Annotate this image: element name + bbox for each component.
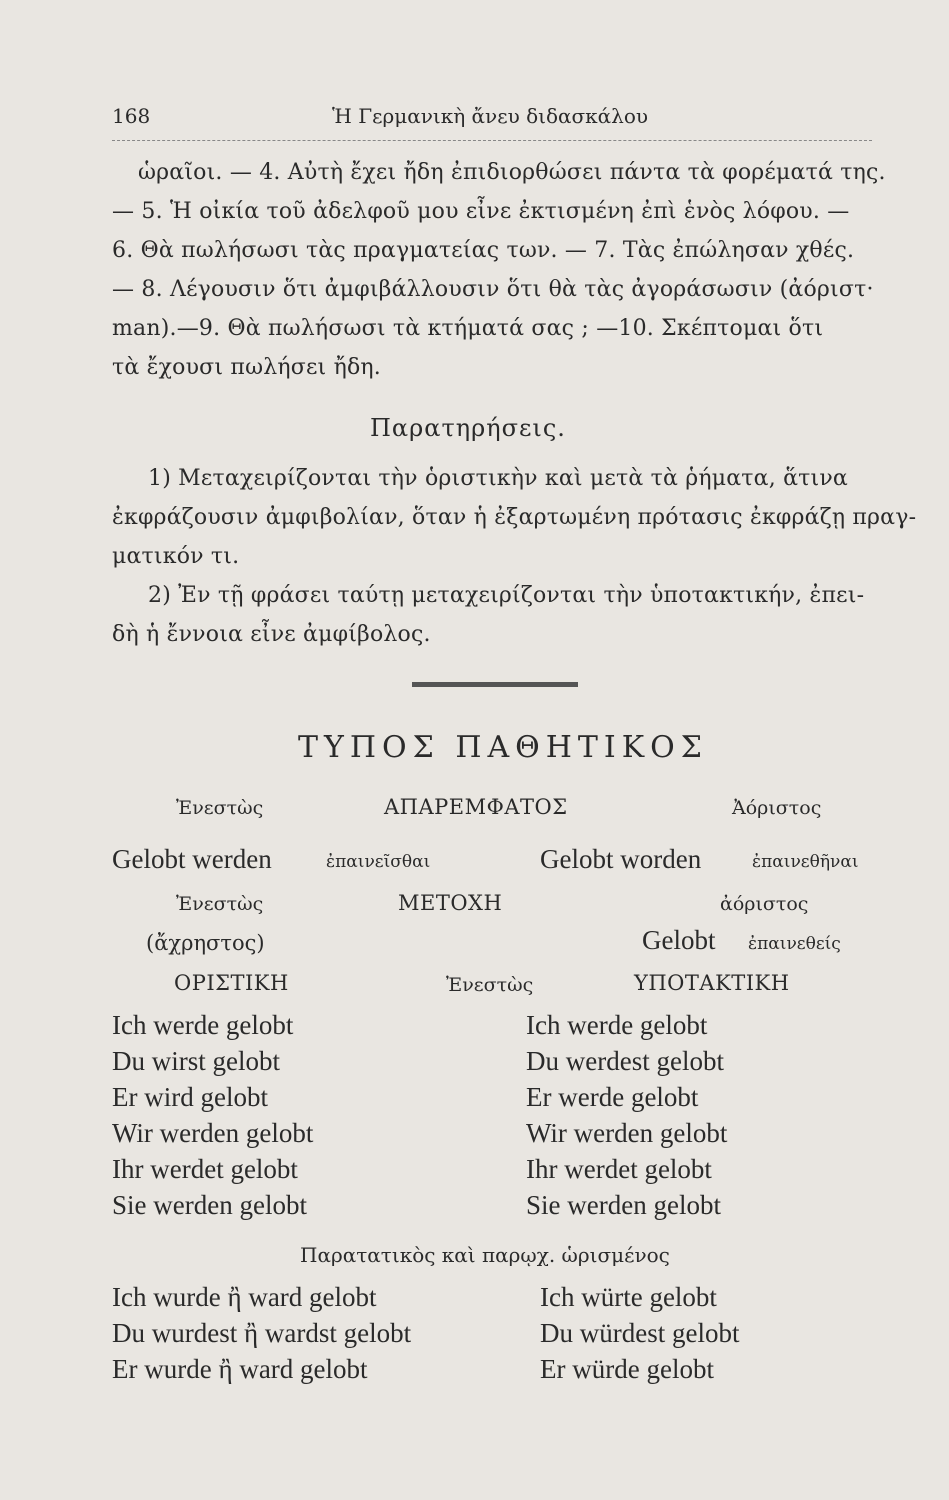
participle-present-note: (ἄχρηστος) — [146, 931, 265, 955]
exercise-line: ὡραῖοι. — 4. Αὐτὴ ἔχει ἤδη ἐπιδιορθώσει πάντα τὰ φορέματά της. — [138, 160, 886, 185]
participle-aorist-gr: ἐπαινεθείς — [748, 934, 841, 954]
subjunctive-heading: ΥΠΟΤΑΚΤΙΚΗ — [634, 971, 790, 995]
conjugation-line: Ihr werdet gelobt — [112, 1154, 298, 1184]
conjugation-line: Ich werde gelobt — [112, 1010, 294, 1040]
infinitive-aorist-label: Ἀόριστος — [732, 797, 822, 819]
infinitive-present-gr: ἐπαινεῖσθαι — [326, 852, 431, 872]
remark-line: 1) Μεταχειρίζονται τὴν ὁριστικὴν καὶ μετὰ τὰ ῥήματα, ἅτινα — [148, 466, 848, 491]
participle-heading: ΜΕΤΟΧΗ — [398, 891, 503, 915]
participle-present-label: Ἐνεστὼς — [176, 893, 264, 915]
remarks-heading: Παρατηρήσεις. — [370, 414, 566, 442]
exercise-line: — 5. Ἡ οἰκία τοῦ ἀδελφοῦ μου εἶνε ἐκτισμένη ἐπὶ ἑνὸς λόφου. — — [112, 199, 850, 224]
conjugation-line: Sie werden gelobt — [112, 1190, 307, 1220]
conjugation-line: Du wurdest ἢ wardst gelobt — [112, 1318, 412, 1348]
infinitive-aorist-gr: ἐπαινεθῆναι — [752, 852, 859, 872]
remark-line: 2) Ἐν τῇ φράσει ταύτῃ μεταχειρίζονται τὴν ὑποτακτικήν, ἐπει- — [148, 583, 865, 608]
participle-aorist-de: Gelobt — [642, 925, 716, 955]
conjugation-line: Er wird gelobt — [112, 1082, 268, 1112]
conjugation-line: Du werdest gelobt — [526, 1046, 724, 1076]
tense-label: Ἐνεστὼς — [446, 974, 534, 996]
conjugation-line: Er wurde ἢ ward gelobt — [112, 1354, 368, 1384]
conjugation-line: Ihr werdet gelobt — [526, 1154, 712, 1184]
imperfect-heading: Παρατατικὸς καὶ παρῳχ. ὡρισμένος — [300, 1243, 670, 1267]
page-number: 168 — [112, 104, 151, 128]
exercise-line: man).—9. Θὰ πωλήσωσι τὰ κτήματά σας ; —10. Σκέπτομαι ὅτι — [112, 316, 824, 341]
conjugation-line: Wir werden gelobt — [112, 1118, 314, 1148]
table-title: ΤΥΠΟΣ ΠΑΘΗΤΙΚΟΣ — [298, 730, 708, 765]
conjugation-line: Ich wurde ἢ ward gelobt — [112, 1282, 377, 1312]
conjugation-line: Er werde gelobt — [526, 1082, 699, 1112]
conjugation-line: Wir werden gelobt — [526, 1118, 728, 1148]
exercise-line: — 8. Λέγουσιν ὅτι ἀμφιβάλλουσιν ὅτι θὰ τὰς ἀγοράσωσιν (ἀόριστ· — [112, 277, 874, 302]
remark-line: δὴ ἡ ἔννοια εἶνε ἀμφίβολος. — [112, 622, 431, 647]
conjugation-line: Ich würte gelobt — [540, 1282, 717, 1312]
infinitive-present-label: Ἐνεστὼς — [176, 797, 264, 819]
participle-aorist-label: ἀόριστος — [720, 893, 809, 915]
conjugation-line: Du wirst gelobt — [112, 1046, 280, 1076]
exercise-line: 6. Θὰ πωλήσωσι τὰς πραγματείας των. — 7. Τὰς ἐπώλησαν χθές. — [112, 238, 855, 263]
conjugation-line: Du würdest gelobt — [540, 1318, 740, 1348]
remark-line: ματικόν τι. — [112, 544, 240, 569]
header-rule — [112, 140, 872, 141]
indicative-heading: ΟΡΙΣΤΙΚΗ — [174, 971, 289, 995]
conjugation-line: Er würde gelobt — [540, 1354, 714, 1384]
conjugation-line: Ich werde gelobt — [526, 1010, 708, 1040]
exercise-line: τὰ ἔχουσι πωλήσει ἤδη. — [112, 355, 381, 380]
ornamental-divider — [412, 682, 578, 687]
running-title: Ἡ Γερμανικὴ ἄνευ διδασκάλου — [332, 104, 649, 128]
remark-line: ἐκφράζουσιν ἀμφιβολίαν, ὅταν ἡ ἐξαρτωμένη πρότασις ἐκφράζῃ πραγ- — [112, 505, 917, 530]
infinitive-present-de: Gelobt werden — [112, 844, 272, 874]
conjugation-line: Sie werden gelobt — [526, 1190, 721, 1220]
infinitive-aorist-de: Gelobt worden — [540, 844, 702, 874]
infinitive-heading: ΑΠΑΡΕΜΦΑΤΟΣ — [384, 795, 568, 819]
